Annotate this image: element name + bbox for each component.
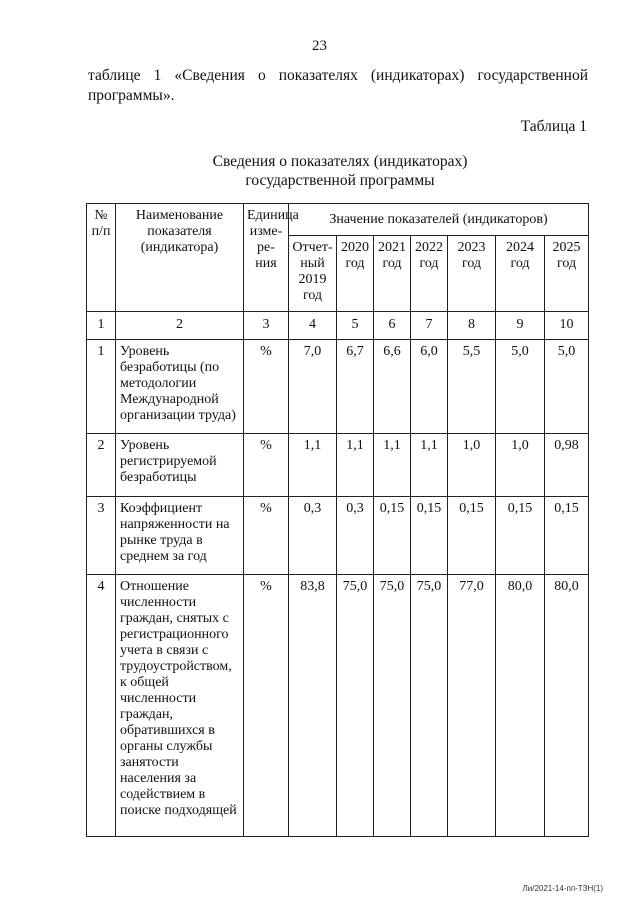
table-title-line-2: государственной программы xyxy=(245,172,435,189)
header-year-2021: 2021 год xyxy=(374,236,411,312)
col-number: 1 xyxy=(87,312,116,340)
header-year-2019: Отчет-ный 2019 год xyxy=(289,236,337,312)
row-num: 1 xyxy=(87,340,116,434)
row-name: Уровень регистрируемой безработицы xyxy=(116,434,244,497)
row-value: 5,0 xyxy=(545,340,589,434)
row-name: Отношение численности граждан, снятых с регистрационного учета в связи с трудоустройством, к общей численности граждан, обратившихся в органы службы занятости населения за содействием в поиске подходящей xyxy=(116,575,244,837)
row-value: 75,0 xyxy=(374,575,411,837)
row-num: 4 xyxy=(87,575,116,837)
row-value: 75,0 xyxy=(411,575,448,837)
header-year-2020: 2020 год xyxy=(337,236,374,312)
row-value: 0,15 xyxy=(374,497,411,575)
row-value: 5,5 xyxy=(448,340,496,434)
col-number: 2 xyxy=(116,312,244,340)
row-unit: % xyxy=(244,340,289,434)
row-value: 6,7 xyxy=(337,340,374,434)
table-row xyxy=(87,340,589,434)
col-number: 10 xyxy=(545,312,589,340)
row-name: Коэффициент напряженности на рынке труда в среднем за год xyxy=(116,497,244,575)
row-value: 0,15 xyxy=(545,497,589,575)
col-number: 5 xyxy=(337,312,374,340)
col-number: 9 xyxy=(496,312,545,340)
table-title-line-1: Сведения о показателях (индикаторах) xyxy=(212,153,468,170)
row-value: 83,8 xyxy=(289,575,337,837)
header-name: Наименование показателя (индикатора) xyxy=(116,204,244,312)
row-num: 3 xyxy=(87,497,116,575)
table-label: Таблица 1 xyxy=(520,118,587,135)
row-value: 0,3 xyxy=(337,497,374,575)
col-number: 8 xyxy=(448,312,496,340)
row-value: 1,1 xyxy=(374,434,411,497)
row-value: 80,0 xyxy=(496,575,545,837)
table-title xyxy=(0,152,639,190)
row-value: 75,0 xyxy=(337,575,374,837)
row-value: 5,0 xyxy=(496,340,545,434)
table-row xyxy=(87,575,589,837)
header-num: № п/п xyxy=(87,204,116,312)
row-value: 7,0 xyxy=(289,340,337,434)
indicators-table xyxy=(86,203,589,837)
header-values-group: Значение показателей (индикаторов) xyxy=(289,204,589,236)
row-value: 0,15 xyxy=(411,497,448,575)
col-number: 6 xyxy=(374,312,411,340)
row-value: 0,98 xyxy=(545,434,589,497)
header-unit: Единица изме-ре-ния xyxy=(244,204,289,312)
row-unit: % xyxy=(244,434,289,497)
row-value: 6,0 xyxy=(411,340,448,434)
header-year-2023: 2023 год xyxy=(448,236,496,312)
table-row xyxy=(87,497,589,575)
row-value: 1,1 xyxy=(289,434,337,497)
row-value: 0,15 xyxy=(496,497,545,575)
header-year-2024: 2024 год xyxy=(496,236,545,312)
row-value: 0,15 xyxy=(448,497,496,575)
row-value: 6,6 xyxy=(374,340,411,434)
row-value: 1,1 xyxy=(411,434,448,497)
row-value: 1,0 xyxy=(448,434,496,497)
col-number: 4 xyxy=(289,312,337,340)
row-num: 2 xyxy=(87,434,116,497)
row-name: Уровень безработицы (по методологии Международной организации труда) xyxy=(116,340,244,434)
row-value: 80,0 xyxy=(545,575,589,837)
header-year-2025: 2025 год xyxy=(545,236,589,312)
row-value: 1,0 xyxy=(496,434,545,497)
row-unit: % xyxy=(244,575,289,837)
header-year-2022: 2022 год xyxy=(411,236,448,312)
row-value: 1,1 xyxy=(337,434,374,497)
row-unit: % xyxy=(244,497,289,575)
col-number: 3 xyxy=(244,312,289,340)
page-number: 23 xyxy=(312,38,327,54)
row-value: 77,0 xyxy=(448,575,496,837)
intro-line-1: таблице 1 «Сведения о показателях (индикаторах) государственной xyxy=(88,67,588,84)
intro-paragraph xyxy=(88,66,588,106)
row-value: 0,3 xyxy=(289,497,337,575)
col-number: 7 xyxy=(411,312,448,340)
table-row xyxy=(87,434,589,497)
intro-line-2: программы». xyxy=(88,87,175,104)
document-code: Ли/2021-14-пп-ТЗН(1) xyxy=(522,884,603,893)
